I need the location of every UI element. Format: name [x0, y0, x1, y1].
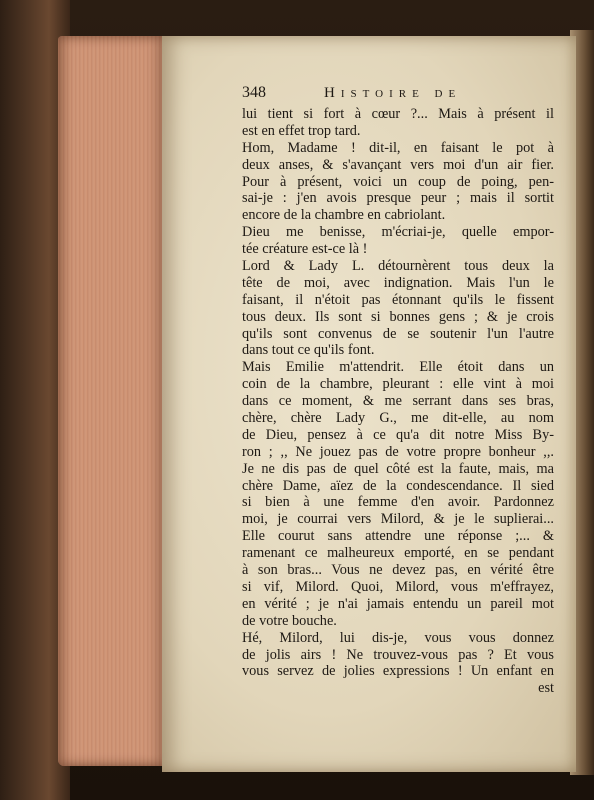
- text-line: à son bras... Vous ne devez pas, en vérité être: [242, 562, 554, 579]
- text-line: ron ; ,, Ne jouez pas de votre propre bonheur ,,.: [242, 443, 554, 460]
- page-edges: [58, 36, 166, 766]
- text-line: de Dieu, pensez à ce qu'a dit notre Miss By-: [242, 426, 554, 443]
- text-lines: [242, 106, 554, 680]
- text-line: Elle courut sans attendre une réponse ;... &: [242, 528, 554, 545]
- text-line: Dieu me benisse, m'écriai-je, quelle empor-: [242, 224, 554, 241]
- text-line: chère Dame, aïez de la condescendance. Il sied: [242, 477, 554, 494]
- text-line: est en effet trop tard.: [242, 122, 361, 139]
- text-line: si bien à une femme d'en avoir. Pardonnez: [242, 494, 554, 511]
- text-line: tée créature est-ce là !: [242, 241, 368, 258]
- text-line: Mais Emilie m'attendrit. Elle étoit dans un: [242, 359, 554, 376]
- text-line: Lord & Lady L. détournèrent tous deux la: [242, 258, 554, 275]
- running-head-title: Histoire de: [324, 85, 462, 101]
- text-line: coin de la chambre, pleurant : elle vint à moi: [242, 376, 554, 393]
- text-line: lui tient si fort à cœur ?... Mais à présent il: [242, 106, 554, 122]
- text-line: tous deux. Ils sont si bonnes gens ; & je crois: [242, 308, 554, 325]
- page-number: 348: [242, 84, 266, 101]
- text-line: en vérité ; je n'ai jamais entendu un pareil mot: [242, 595, 554, 612]
- text-line: Pour à présent, voici un coup de poing, pen-: [242, 173, 554, 190]
- text-line: de votre bouche.: [242, 612, 337, 629]
- text-line: dans ce moment, & me serrant dans ses bras,: [242, 393, 554, 410]
- text-line: qu'ils sont convenus de se soutenir l'un l'autre: [242, 325, 554, 342]
- text-line: Hé, Milord, lui dis-je, vous vous donnez: [242, 629, 554, 646]
- text-line: sai-je : j'en avois presque peur ; mais il sortit: [242, 190, 554, 207]
- text-line: moi, je courrai vers Milord, & je le suplierai...: [242, 511, 554, 528]
- text-line: chère, chère Lady G., me dit-elle, au nom: [242, 410, 554, 427]
- text-line: encore de la chambre en cabriolant.: [242, 207, 446, 224]
- text-line: tête de moi, avec indignation. Mais l'un le: [242, 274, 554, 291]
- catchword: est: [538, 680, 554, 697]
- text-line: faisant, il n'étoit pas étonnant qu'ils le fissent: [242, 291, 554, 308]
- text-line: de jolis airs ! Ne trouvez-vous pas ? Et vous: [242, 646, 554, 663]
- text-line: dans tout ce qu'ils font.: [242, 342, 375, 359]
- text-line: ramenant ce malheureux emporté, en se pendant: [242, 545, 554, 562]
- text-line: vous servez de jolies expressions ! Un enfant en: [242, 663, 554, 680]
- running-head: [242, 84, 554, 104]
- book-page: [162, 36, 576, 772]
- text-line: Hom, Madame ! dit-il, en faisant le pot à: [242, 139, 554, 156]
- page-text: [242, 84, 554, 697]
- text-line: deux anses, & s'avançant vers moi d'un air fier.: [242, 156, 554, 173]
- text-line: Je ne dis pas de quel côté est la faute, mais, ma: [242, 460, 554, 477]
- text-line: si vif, Milord. Quoi, Milord, vous m'effrayez,: [242, 578, 554, 595]
